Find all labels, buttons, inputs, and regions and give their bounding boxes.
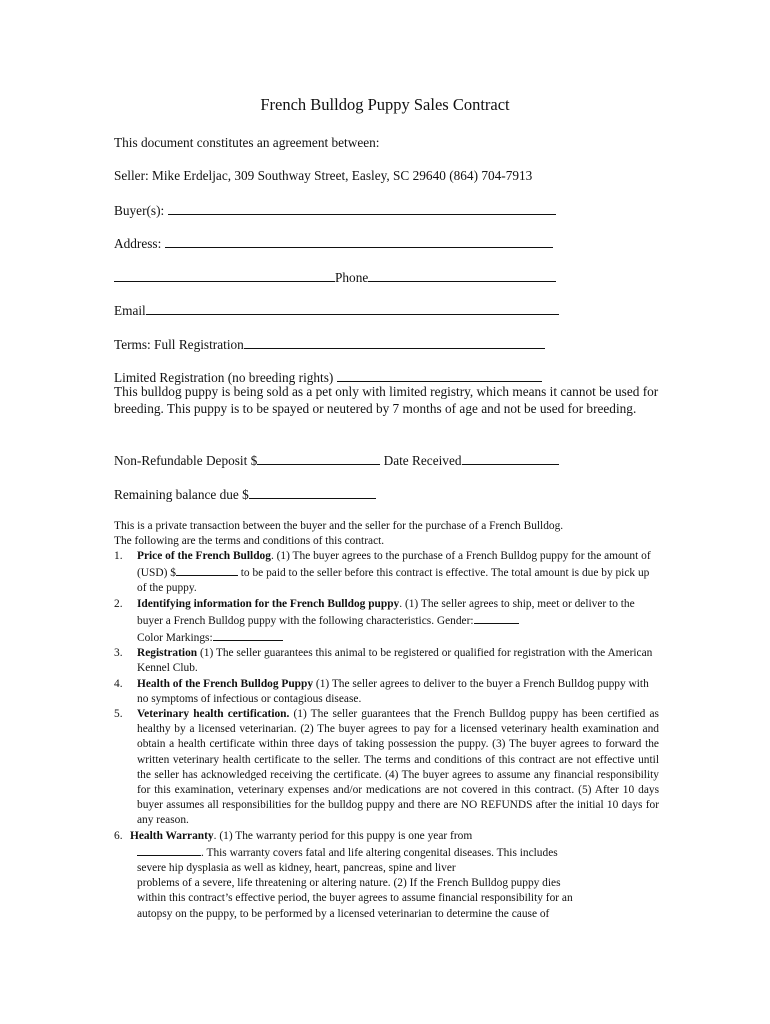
list-item-identifying	[114, 597, 659, 647]
address-label: Address:	[114, 236, 162, 251]
balance-row	[114, 485, 376, 503]
phone-field[interactable]	[368, 268, 556, 282]
page-title: French Bulldog Puppy Sales Contract	[260, 95, 510, 114]
deposit-row	[114, 451, 559, 469]
warranty-line-6: autopsy on the puppy, to be performed by a licensed veterinarian to determine the cause of	[137, 907, 550, 920]
item-text: . (1) The seller agrees to ship, meet or deliver to the buyer a French Bulldog puppy with the following characteristics. Gender:	[137, 597, 635, 627]
item-text-line-2: . This warranty covers fatal and life altering congenital diseases. This includes	[201, 846, 558, 859]
item-heading: Price of the French Bulldog	[137, 550, 271, 562]
warranty-start-field[interactable]	[137, 844, 201, 856]
list-item-veterinary	[114, 707, 659, 829]
item-number: 2.	[114, 597, 123, 610]
address-row	[114, 234, 553, 252]
buyer-field[interactable]	[168, 201, 556, 215]
item-text: (1) The seller guarantees this animal to be registered or qualified for registration with the American Kennel Club.	[137, 647, 653, 675]
deposit-field[interactable]	[257, 451, 380, 465]
item-number: 3.	[114, 647, 123, 660]
item-heading: Registration	[137, 647, 198, 660]
buyer-row	[114, 201, 556, 219]
balance-field[interactable]	[249, 485, 376, 499]
balance-label: Remaining balance due $	[114, 487, 249, 502]
item-text-cont: to be paid to the seller before this contract is effective. The total amount is due by pick up of the puppy.	[137, 567, 650, 595]
item-text: . (1) The buyer agrees to the purchase of a French Bulldog puppy for the amount of (USD) $	[137, 550, 651, 580]
intro-text: This document constitutes an agreement between:	[114, 135, 380, 150]
private-line-2: The following are the terms and conditions of this contract.	[114, 535, 385, 548]
terms-label: Terms: Full Registration	[114, 337, 244, 352]
color-markings-label: Color Markings:	[137, 632, 213, 645]
warranty-line-5: within this contract’s effective period, the buyer agrees to assume financial responsibility for an	[137, 892, 573, 905]
address-line2-row	[114, 268, 556, 286]
gender-field[interactable]	[474, 612, 519, 624]
warranty-line-4: problems of a severe, life threatening or altering nature. (2) If the French Bulldog puppy dies	[137, 877, 561, 890]
deposit-label: Non-Refundable Deposit $	[114, 453, 258, 468]
item-text-line-1: . (1) The warranty period for this puppy is one year from	[213, 829, 473, 842]
full-registration-field[interactable]	[244, 335, 545, 349]
item-text: (1) The seller guarantees that the French Bulldog puppy has been certified as healthy by a licensed veterinarian. (2) The buyer agrees to pay for a licensed veterinary health examination and obtain a health certificate within three days of taking possession the puppy. (3) The buyer agrees to forward the written veterinary health certificate to the seller. The terms and conditions of this contract are not effective until the seller has acknowledged receiving the certificate. (4) The buyer agrees to assume any financial responsibility for this examination, veterinary expenses and/or medications are not covered in this contract. (5) After 10 days buyer assumes all responsibilities for the bulldog puppy and there are NO REFUNDS after the initial 10 days for any reason.	[137, 708, 659, 827]
list-item-registration	[114, 646, 659, 676]
email-label: Email	[114, 303, 146, 318]
item-heading: Veterinary health certification.	[137, 708, 290, 721]
warranty-line-2	[137, 844, 659, 861]
email-row	[114, 301, 559, 319]
terms-list	[114, 549, 659, 922]
price-field[interactable]	[176, 564, 238, 576]
address-field[interactable]	[165, 234, 553, 248]
seller-info: Seller: Mike Erdeljac, 309 Southway Street, Easley, SC 29640 (864) 704-7913	[114, 168, 533, 183]
item-number: 5.	[114, 708, 123, 721]
date-received-field[interactable]	[462, 451, 559, 465]
phone-label: Phone	[335, 270, 369, 285]
terms-row	[114, 335, 545, 353]
list-item-health	[114, 677, 659, 707]
list-item-warranty	[114, 829, 659, 922]
email-field[interactable]	[146, 301, 559, 315]
item-text: (1) The seller agrees to deliver to the buyer a French Bulldog puppy with no symptoms of infectious or contagious disease.	[137, 677, 649, 705]
item-heading: Identifying information for the French Bulldog puppy	[137, 597, 400, 610]
list-item-price	[114, 549, 659, 597]
private-line-1: This is a private transaction between the buyer and the seller for the purchase of a French Bulldog.	[114, 520, 564, 532]
item-number: 4.	[114, 677, 123, 690]
limited-note: This bulldog puppy is being sold as a pet only with limited registry, which means it cannot be used for breeding. This puppy is to be spayed or neutered by 7 months of age and not be used for breeding.	[114, 384, 659, 416]
date-received-label: Date Received	[383, 453, 462, 468]
warranty-line-3: severe hip dysplasia as well as kidney, heart, pancreas, spine and liver	[137, 862, 456, 875]
item-number: 6.	[114, 829, 123, 842]
color-markings-field[interactable]	[213, 629, 283, 641]
item-heading: Health of the French Bulldog Puppy	[137, 677, 314, 690]
warranty-continuation	[130, 844, 659, 922]
buyer-label: Buyer(s):	[114, 203, 165, 218]
item-heading: Health Warranty	[130, 829, 214, 842]
private-transaction	[114, 519, 659, 549]
address-line2-field[interactable]	[114, 268, 335, 282]
limited-registration-field[interactable]	[337, 368, 542, 382]
item-number: 1.	[114, 550, 123, 562]
limited-label: Limited Registration (no breeding rights)	[114, 370, 334, 385]
